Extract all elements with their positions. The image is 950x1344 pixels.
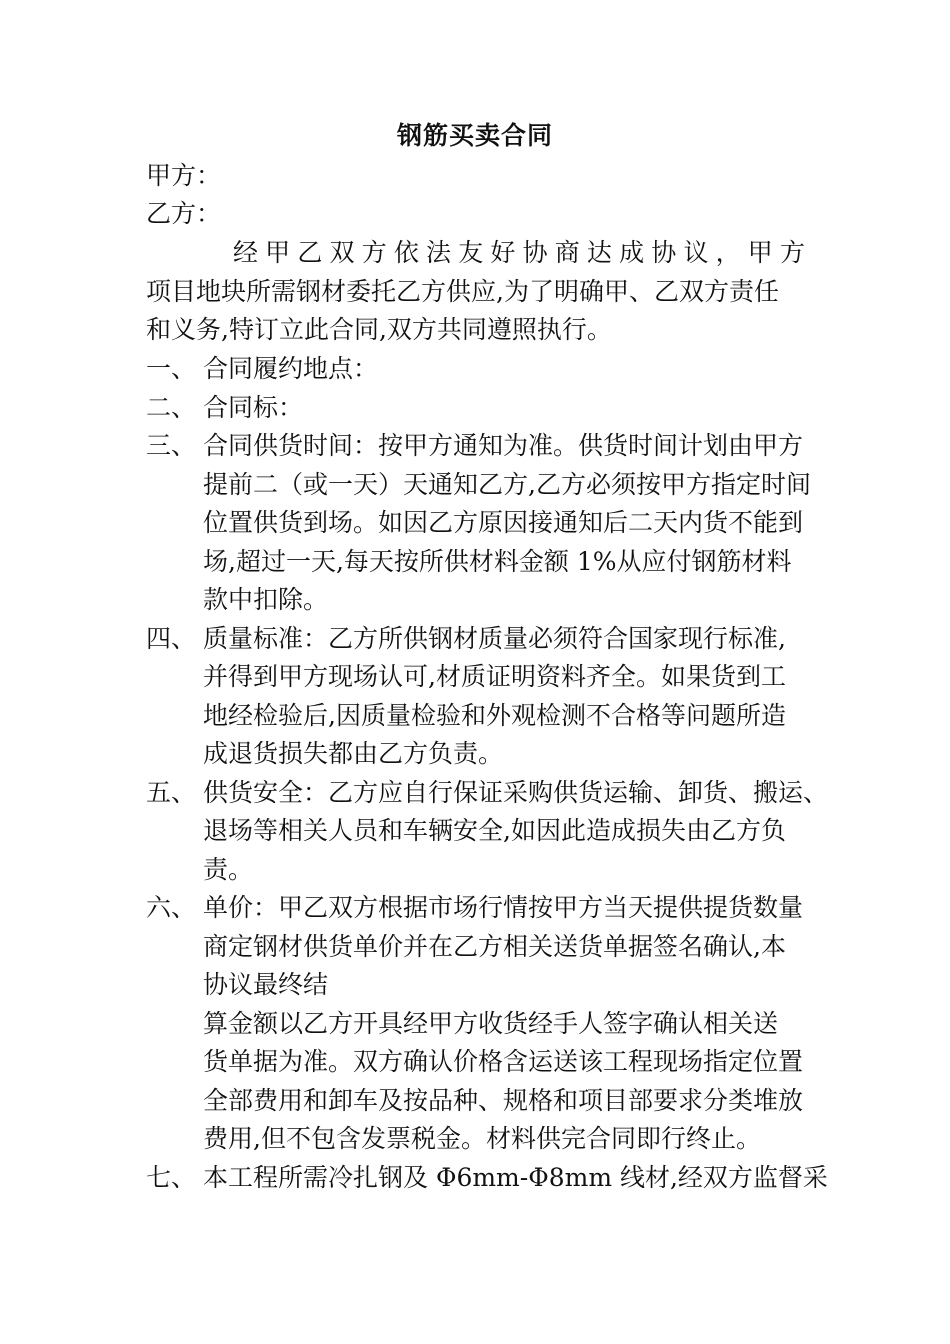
clause-line: 费用,但不包含发票税金。材料供完合同即行终止。 [203,1124,761,1153]
party-b-label: 乙方： [146,199,222,228]
clause-number: 六、 [146,893,197,922]
clause-line: 单价：甲乙双方根据市场行情按甲方当天提供提货数量 [203,893,804,922]
clause-line: 退场等相关人员和车辆安全,如因此造成损失由乙方负 [203,816,786,845]
clause-line: 提前二（或一天）天通知乙方,乙方必须按甲方指定时间 [203,470,811,499]
clause-line: 位置供货到场。如因乙方原因接通知后二天内货不能到 [203,508,804,537]
intro-line: 和义务,特订立此合同,双方共同遵照执行。 [146,315,612,344]
document-title: 钢筋买卖合同 [396,121,553,150]
clause-number: 五、 [146,778,197,807]
clause-line: 成退货损失都由乙方负责。 [203,739,504,768]
clause-number: 二、 [146,393,197,422]
party-a-label: 甲方： [146,161,222,190]
clause-number: 三、 [146,431,197,460]
clause-line: 商定钢材供货单价并在乙方相关送货单据签名确认,本 [203,932,786,961]
clause-line: 地经检验后,因质量检验和外观检测不合格等问题所造 [203,701,786,730]
clause-line: 供货安全：乙方应自行保证采购供货运输、卸货、搬运、 [203,778,829,807]
intro-line: 项目地块所需钢材委托乙方供应,为了明确甲、乙双方责任 [146,277,779,306]
clause-line: 算金额以乙方开具经甲方收货经手人签字确认相关送 [203,1009,779,1038]
clause-line: 本工程所需冷扎钢及 Φ6mm-Φ8mm 线材,经双方监督采 [203,1163,828,1192]
clause-number: 一、 [146,354,197,383]
clause-number: 七、 [146,1163,197,1192]
clause-line: 全部费用和卸车及按品种、规格和项目部要求分类堆放 [203,1086,804,1115]
clause-line: 合同履约地点： [203,354,379,383]
clause-line: 货单据为准。双方确认价格含运送该工程现场指定位置 [203,1047,804,1076]
clause-line: 质量标准：乙方所供钢材质量必须符合国家现行标准, [203,624,786,653]
clause-line: 场,超过一天,每天按所供材料金额 1%从应付钢筋材料 [203,547,792,576]
intro-line: 经甲乙双方依法友好协商达成协议，甲方 [233,238,805,267]
clause-line: 款中扣除。 [203,585,329,614]
clause-line: 责。 [203,855,254,884]
clause-line: 合同供货时间：按甲方通知为准。供货时间计划由甲方 [203,431,804,460]
clause-line: 并得到甲方现场认可,材质证明资料齐全。如果货到工 [203,662,786,691]
clause-number: 四、 [146,624,197,653]
clause-line: 合同标： [203,393,304,422]
clause-line: 协议最终结 [203,970,329,999]
